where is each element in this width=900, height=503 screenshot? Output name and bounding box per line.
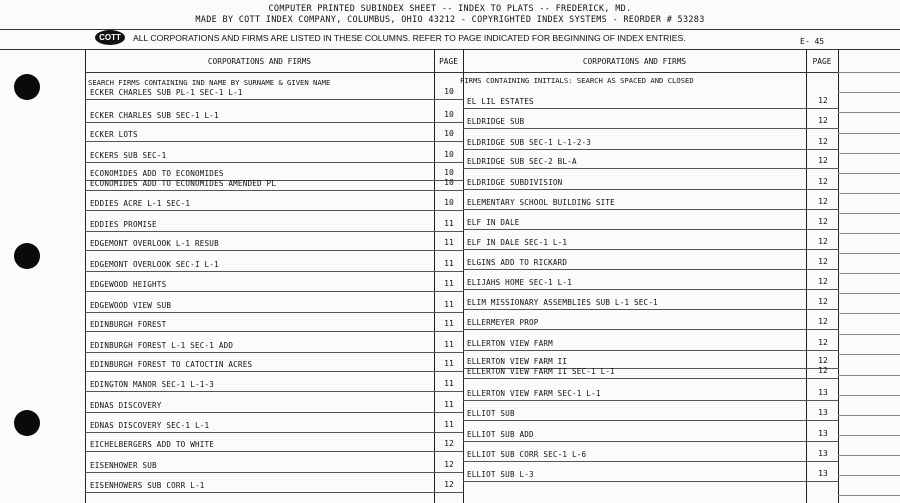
margin-rule — [838, 112, 900, 113]
sheet-id: E- 45 — [800, 37, 825, 46]
entry-name: EDINBURGH FOREST — [90, 320, 167, 329]
row-rule — [85, 210, 463, 211]
margin-rule — [838, 395, 900, 396]
entry-name: EDINBURGH FOREST L-1 SEC-1 ADD — [90, 341, 234, 350]
entry-name: ECKER LOTS — [90, 130, 138, 139]
row-rule — [463, 289, 839, 290]
entry-name: ELLIOT SUB — [467, 409, 515, 418]
entry-page: 10 — [444, 129, 454, 138]
entry-name: ECONOMIDES ADD TO ECONOMIDES — [90, 169, 224, 178]
margin-rule — [838, 173, 900, 174]
entry-page: 12 — [444, 480, 454, 489]
entry-name: ELDRIDGE SUB SEC-1 L-1-2-3 — [467, 138, 592, 147]
entry-name: EL LIL ESTATES — [467, 97, 534, 106]
row-rule — [463, 461, 839, 462]
entry-page: 12 — [818, 217, 828, 226]
margin-rule — [838, 375, 900, 376]
row-rule — [85, 190, 463, 191]
entry-name: ECKER CHARLES SUB SEC-1 L-1 — [90, 111, 219, 120]
row-rule — [463, 329, 839, 330]
row-rule — [463, 168, 839, 169]
entry-name: ELF IN DALE SEC-1 L-1 — [467, 238, 568, 247]
row-rule — [463, 420, 839, 421]
row-rule — [463, 481, 839, 482]
row-rule — [463, 269, 839, 270]
entry-name: EDGEWOOD HEIGHTS — [90, 280, 167, 289]
left-page-heading: PAGE — [439, 57, 458, 66]
right-page-heading: PAGE — [812, 57, 832, 66]
entry-name: EDINBURGH FOREST TO CATOCTIN ACRES — [90, 360, 253, 369]
entry-name: EDGEWOOD VIEW SUB — [90, 301, 172, 310]
entry-page: 13 — [818, 388, 828, 397]
entry-page: 11 — [444, 219, 454, 228]
entry-name: ELEMENTARY SCHOOL BUILDING SITE — [467, 198, 615, 207]
entry-name: ELLERTON VIEW FARM — [467, 339, 553, 348]
row-rule — [85, 122, 463, 123]
row-rule — [85, 432, 463, 433]
row-rule — [85, 162, 463, 163]
entry-page: 11 — [444, 300, 454, 309]
entry-page: 12 — [818, 338, 828, 347]
left-column-heading: CORPORATIONS AND FIRMS — [207, 57, 312, 66]
right-page-divider — [806, 49, 807, 503]
row-rule — [85, 352, 463, 353]
top-rule — [0, 29, 900, 30]
right-subheading: FIRMS CONTAINING INITIALS: SEARCH AS SPACED AND CLOSED — [460, 76, 694, 85]
entry-page: 11 — [444, 259, 454, 268]
margin-rule — [838, 92, 900, 93]
row-rule — [463, 400, 839, 401]
entry-page: 11 — [444, 238, 454, 247]
margin-rule — [838, 213, 900, 214]
entry-name: ELLIOT SUB ADD — [467, 430, 534, 439]
entry-page: 10 — [444, 178, 454, 187]
margin-rule — [838, 495, 900, 496]
entry-name: EDGEMONT OVERLOOK SEC-I L-1 — [90, 260, 219, 269]
entry-name: EICHELBERGERS ADD TO WHITE — [90, 440, 215, 449]
entry-page: 13 — [818, 469, 828, 478]
row-rule — [463, 378, 839, 379]
entry-page: 12 — [444, 460, 454, 469]
margin-rule — [838, 354, 900, 355]
entry-page: 12 — [818, 277, 828, 286]
entry-page: 12 — [818, 197, 828, 206]
entry-page: 11 — [444, 379, 454, 388]
row-rule — [85, 312, 463, 313]
entry-page: 10 — [444, 198, 454, 207]
row-rule — [85, 331, 463, 332]
margin-rule — [838, 193, 900, 194]
entry-name: ELDRIDGE SUBDIVISION — [467, 178, 563, 187]
binder-hole-top — [14, 74, 40, 100]
left-heading-rule — [85, 72, 463, 73]
entry-page: 11 — [444, 279, 454, 288]
entry-name: ELLERTON VIEW FARM II — [467, 357, 568, 366]
margin-rule — [838, 334, 900, 335]
entry-name: ELLIOT SUB L-3 — [467, 470, 534, 479]
row-rule — [463, 149, 839, 150]
entry-page: 10 — [444, 150, 454, 159]
entry-name: EDDIES PROMISE — [90, 220, 157, 229]
entry-name: ELLIOT SUB CORR SEC-1 L-6 — [467, 450, 587, 459]
entry-page: 11 — [444, 319, 454, 328]
entry-page: 12 — [444, 439, 454, 448]
entry-name: ELLERTON VIEW FARM II SEC-1 L-1 — [467, 367, 615, 376]
left-subheading: SEARCH FIRMS CONTAINING IND NAME BY SURNAME & GIVEN NAME — [88, 78, 331, 87]
entry-name: ELDRIDGE SUB — [467, 117, 525, 126]
margin-rule — [838, 233, 900, 234]
row-rule — [463, 108, 839, 109]
row-rule — [463, 249, 839, 250]
row-rule — [85, 99, 463, 100]
entry-name: ELGINS ADD TO RICKARD — [467, 258, 568, 267]
margin-rule — [838, 435, 900, 436]
margin-rule — [838, 455, 900, 456]
entry-name: EDINGTON MANOR SEC-1 L-1-3 — [90, 380, 215, 389]
margin-rule — [838, 475, 900, 476]
entry-page: 12 — [818, 177, 828, 186]
row-rule — [85, 271, 463, 272]
entry-page: 12 — [818, 237, 828, 246]
margin-rule — [838, 72, 900, 73]
entry-page: 10 — [444, 168, 454, 177]
row-rule — [463, 441, 839, 442]
entry-page: 13 — [818, 449, 828, 458]
entry-name: ECONOMIDES ADD TO ECONOMIDES AMENDED PL — [90, 179, 277, 188]
entry-name: ECKER CHARLES SUB PL-1 SEC-1 L-1 — [90, 88, 243, 97]
entry-name: ELF IN DALE — [467, 218, 520, 227]
row-rule — [463, 309, 839, 310]
entry-page: 12 — [818, 297, 828, 306]
entry-name: ELIJAHS HOME SEC-1 L-1 — [467, 278, 572, 287]
entry-name: ELLERTON VIEW FARM SEC-1 L-1 — [467, 389, 601, 398]
entry-page: 12 — [818, 116, 828, 125]
entry-page: 12 — [818, 96, 828, 105]
sheet-title: COMPUTER PRINTED SUBINDEX SHEET -- INDEX TO PLATS -- FREDERICK, MD. — [268, 4, 632, 14]
margin-rule — [838, 153, 900, 154]
cott-logo: COTT — [95, 30, 125, 45]
entry-page: 13 — [818, 429, 828, 438]
margin-rule — [838, 273, 900, 274]
row-rule — [463, 350, 839, 351]
entry-name: ELLERMEYER PROP — [467, 318, 539, 327]
entry-name: EDGEMONT OVERLOOK L-1 RESUB — [90, 239, 219, 248]
entry-page: 11 — [444, 359, 454, 368]
entry-page: 10 — [444, 87, 454, 96]
publisher-line: MADE BY COTT INDEX COMPANY, COLUMBUS, OHIO 43212 - COPYRIGHTED INDEX SYSTEMS - REORDER # 53283 — [195, 15, 705, 25]
entry-page: 11 — [444, 400, 454, 409]
entry-page: 12 — [818, 257, 828, 266]
entry-name: EISENHOWER SUB — [90, 461, 157, 470]
row-rule — [463, 209, 839, 210]
row-rule — [85, 250, 463, 251]
margin-rule — [838, 133, 900, 134]
entry-name: ELDRIDGE SUB SEC-2 BL-A — [467, 157, 577, 166]
row-rule — [85, 231, 463, 232]
band-rule — [0, 49, 900, 50]
margin-rule — [838, 293, 900, 294]
row-rule — [85, 412, 463, 413]
margin-rule — [838, 313, 900, 314]
row-rule — [85, 451, 463, 452]
entry-page: 12 — [818, 317, 828, 326]
row-rule — [85, 472, 463, 473]
row-rule — [463, 229, 839, 230]
margin-rule — [838, 253, 900, 254]
entry-page: 12 — [818, 156, 828, 165]
entry-name: EDNAS DISCOVERY SEC-1 L-1 — [90, 421, 210, 430]
entry-page: 10 — [444, 110, 454, 119]
row-rule — [85, 291, 463, 292]
margin-rule — [838, 415, 900, 416]
left-border — [85, 49, 86, 503]
row-rule — [85, 492, 463, 493]
binder-hole-bottom — [14, 410, 40, 436]
entry-name: ELIM MISSIONARY ASSEMBLIES SUB L-1 SEC-1 — [467, 298, 658, 307]
entry-name: EISENHOWERS SUB CORR L-1 — [90, 481, 205, 490]
row-rule — [85, 391, 463, 392]
row-rule — [85, 371, 463, 372]
row-rule — [85, 141, 463, 142]
entry-name: ECKERS SUB SEC-1 — [90, 151, 167, 160]
entry-name: EDDIES ACRE L-1 SEC-1 — [90, 199, 191, 208]
entry-page: 12 — [818, 137, 828, 146]
entry-page: 11 — [444, 340, 454, 349]
right-column-heading: CORPORATIONS AND FIRMS — [582, 57, 687, 66]
instruction-text: ALL CORPORATIONS AND FIRMS ARE LISTED IN THESE COLUMNS. REFER TO PAGE INDICATED FOR BEGINNING OF INDEX ENTRIES. — [133, 33, 686, 43]
entry-page: 11 — [444, 420, 454, 429]
entry-page: 12 — [818, 366, 828, 375]
row-rule — [463, 189, 839, 190]
entry-page: 12 — [818, 356, 828, 365]
entry-name: EDNAS DISCOVERY — [90, 401, 162, 410]
entry-page: 13 — [818, 408, 828, 417]
right-heading-rule — [463, 72, 839, 73]
binder-hole-middle — [14, 243, 40, 269]
row-rule — [463, 128, 839, 129]
